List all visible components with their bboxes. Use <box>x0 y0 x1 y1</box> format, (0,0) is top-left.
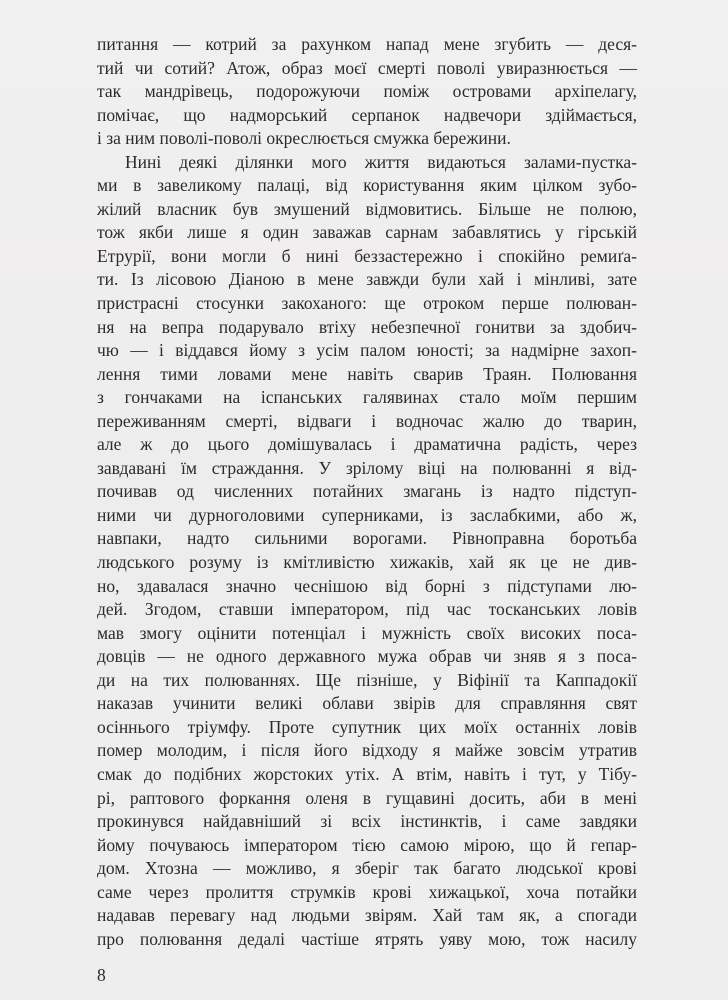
text-line: Нині деякі ділянки мого життя видаються залами-пустка- <box>125 151 637 172</box>
text-line: рі, раптового форкання оленя в гущавині досить, аби в мені <box>97 787 637 808</box>
text-line: питання — котрий за рахунком напад мене згубить — деся- <box>97 34 637 54</box>
text-line: про полювання дедалі частіше ятрять уяву мою, тож насилу <box>97 928 637 949</box>
text-line: жілий власник був змушений відмовитись. Більше не полюю, <box>97 198 637 219</box>
text-line: завдавані їм страждання. У зрілому віці на полюванні я від- <box>97 457 637 478</box>
text-line: ми в завеликому палаці, від користування яким цілком зубо- <box>97 175 637 196</box>
text-line: навпаки, надто сильними ворогами. Рівноправна боротьба <box>97 528 637 549</box>
text-line: пристрасні стосунки закоханого: ще отроком перше полюван- <box>97 293 637 314</box>
text-line: наказав учинити великі облави звірів для справляння свят <box>97 693 637 714</box>
text-line: але ж до цього домішувалась і драматична радість, через <box>97 434 637 455</box>
text-line: лення тими ловами мене навіть сварив Траян. Полювання <box>97 363 637 384</box>
text-line: ними чи дурноголовими суперниками, із заслабкими, або ж, <box>97 504 637 525</box>
text-line: і за ним поволі-поволі окреслюється смужка бережини. <box>97 128 511 149</box>
text-line: почивав од численних потайних змагань із надто підступ- <box>97 481 637 502</box>
text-line: так мандрівець, подорожуючи поміж островами архіпелагу, <box>97 81 637 102</box>
text-line: ди на тих полюваннях. Ще пізніше, у Віфінії та Каппадокії <box>97 669 637 690</box>
text-line: дом. Хтозна — можливо, я зберіг так багато людської крові <box>97 858 637 879</box>
text-line: Етрурії, вони могли б нині беззастережно і спокійно ремиґа- <box>97 245 637 266</box>
text-line: з гончаками на іспанських галявинах стало моїм першим <box>97 387 637 408</box>
text-line: ня на вепра подарувало втіху небезпечної гонитви за здобич- <box>97 316 637 337</box>
text-line: помічає, що надморський серпанок надвечори здіймається, <box>97 104 637 125</box>
text-line: довців — не одного державного мужа обрав чи зняв я з поса- <box>97 646 637 667</box>
text-line: тий чи сотий? Атож, образ моєї смерті поволі увиразнюється — <box>97 57 637 78</box>
body-text <box>97 33 637 951</box>
text-line: прокинувся найдавніший зі всіх інстинктів, і саме завдяки <box>97 811 637 832</box>
text-line: но, здавалася значно чеснішою від борні з підступами лю- <box>97 575 637 596</box>
text-line: переживанням смерті, відваги і водночас жалю до тварин, <box>97 410 637 431</box>
text-line: йому почуваюсь імператором тією самою мірою, що й гепар- <box>97 834 637 855</box>
text-line: тож якби лише я один заважав сарнам забавлятись у гірській <box>97 222 637 243</box>
text-line: дей. Згодом, ставши імператором, під час тосканських ловів <box>97 599 637 620</box>
text-line: чю — і віддався йому з усім палом юності; за надмірне захоп- <box>97 340 637 361</box>
text-line: ти. Із лісовою Діаною в мене завжди були хай і мінливі, зате <box>97 269 637 290</box>
text-line: мав змогу оцінити потенціал і мужність своїх високих поса- <box>97 622 637 643</box>
page-number: 8 <box>97 965 106 985</box>
text-line: помер молодим, і після його відходу я майже зовсім утратив <box>97 740 637 761</box>
text-line: людського розуму із кмітливістю хижаків, хай як це не див- <box>97 552 637 573</box>
text-line: осіннього тріумфу. Проте супутник цих моїх останніх ловів <box>97 716 637 737</box>
text-line: надавав перевагу над людьми звірям. Хай там як, а спогади <box>97 905 637 926</box>
text-line: саме через пролиття струмків крові хижацької, хоча потайки <box>97 881 637 902</box>
text-line: смак до подібних жорстоких утіх. А втім, навіть і тут, у Тібу- <box>97 763 637 784</box>
